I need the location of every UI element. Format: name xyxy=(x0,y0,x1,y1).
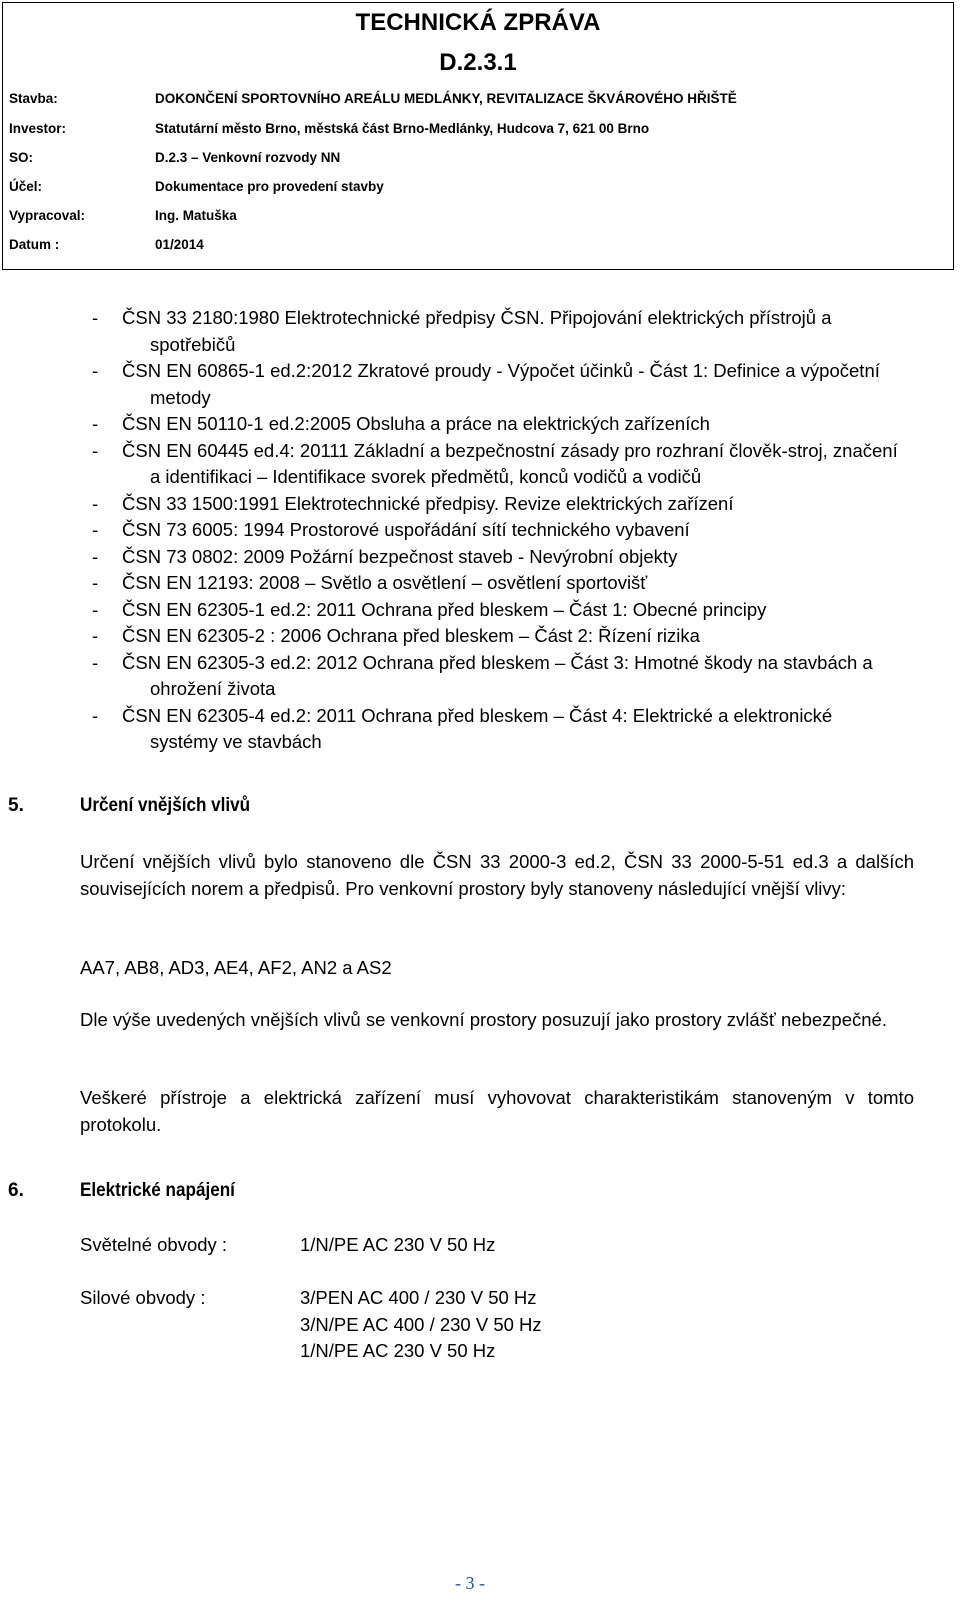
norm-text: ČSN 73 0802: 2009 Požární bezpečnost staveb - Nevýrobní objekty xyxy=(122,545,678,567)
supply-label: Silové obvody : xyxy=(80,1287,206,1308)
section-title: Elektrické napájení xyxy=(80,1180,235,1201)
meta-label: Investor: xyxy=(9,121,67,136)
norm-text: ČSN EN 62305-3 ed.2: 2012 Ochrana před bleskem – Část 3: Hmotné škody na stavbách a ohrožení života xyxy=(122,651,873,699)
document-title: TECHNICKÁ ZPRÁVA xyxy=(355,9,601,36)
norm-text: ČSN 73 6005: 1994 Prostorové uspořádání sítí technického vybavení xyxy=(122,519,690,540)
supply-value: 1/N/PE AC 230 V 50 Hz xyxy=(300,1234,496,1255)
list-item xyxy=(92,411,902,438)
meta-label: Účel: xyxy=(9,179,43,194)
list-dash: - xyxy=(92,360,99,381)
norm-text: ČSN EN 62305-2 : 2006 Ochrana před bleskem – Část 2: Řízení rizika xyxy=(122,625,700,646)
document-code: D.2.3.1 xyxy=(439,49,517,76)
meta-label: SO: xyxy=(9,150,34,165)
list-dash: - xyxy=(92,651,99,673)
list-dash: - xyxy=(92,572,99,593)
meta-value: D.2.3 – Venkovní rozvody NN xyxy=(155,150,341,165)
list-item xyxy=(92,517,902,544)
paragraph: Veškeré přístroje a elektrická zařízení musí vyhovovat charakteristikám stanoveným v tomto protokolu. xyxy=(80,1087,914,1135)
norm-text: ČSN EN 62305-1 ed.2: 2011 Ochrana před bleskem – Část 1: Obecné principy xyxy=(122,598,767,620)
paragraph: Dle výše uvedených vnějších vlivů se venkovní prostory posuzují jako prostory zvlášť nebezpečné. xyxy=(80,1009,887,1030)
list-item xyxy=(92,650,902,703)
list-item xyxy=(92,597,902,624)
section-title: Určení vnějších vlivů xyxy=(80,795,251,816)
norm-text: ČSN 33 2180:1980 Elektrotechnické předpisy ČSN. Připojování elektrických přístrojů a spotřebičů xyxy=(122,307,832,355)
meta-label: Datum : xyxy=(9,237,60,252)
list-item xyxy=(92,623,902,650)
norms-list xyxy=(92,305,902,756)
norm-text: ČSN EN 60445 ed.4: 20111 Základní a bezpečnostní zásady pro rozhraní člověk-stroj, značení a identifikaci – Identifikace svorek předmětů, konců vodičů a vodičů xyxy=(122,439,898,487)
meta-value: Dokumentace pro provedení stavby xyxy=(155,179,384,194)
list-item xyxy=(92,544,902,571)
list-dash: - xyxy=(92,545,99,567)
section-number: 5. xyxy=(8,795,24,816)
section-heading xyxy=(8,1180,252,1202)
list-item xyxy=(92,358,902,411)
list-dash: - xyxy=(92,598,99,620)
meta-label: Vypracoval: xyxy=(9,208,86,223)
meta-value: 01/2014 xyxy=(155,237,204,252)
list-dash: - xyxy=(92,307,99,328)
list-item xyxy=(92,570,902,597)
document-header xyxy=(2,2,954,270)
section-heading xyxy=(8,795,269,817)
norm-text: ČSN EN 62305-4 ed.2: 2011 Ochrana před bleskem – Část 4: Elektrické a elektronické systémy ve stavbách xyxy=(122,704,833,752)
page-number: - 3 - xyxy=(455,1573,485,1593)
list-dash: - xyxy=(92,492,99,514)
list-dash: - xyxy=(92,519,99,540)
list-item xyxy=(92,703,902,756)
supply-value: 3/N/PE AC 400 / 230 V 50 Hz xyxy=(300,1313,542,1335)
list-item xyxy=(92,491,902,518)
paragraph-influences: AA7, AB8, AD3, AE4, AF2, AN2 a AS2 xyxy=(80,957,392,978)
meta-value: Ing. Matuška xyxy=(155,208,237,223)
section-number: 6. xyxy=(8,1180,24,1201)
norm-text: ČSN EN 50110-1 ed.2:2005 Obsluha a práce na elektrických zařízeních xyxy=(122,413,710,434)
paragraph: Určení vnějších vlivů bylo stanoveno dle ČSN 33 2000-3 ed.2, ČSN 33 2000-5-51 ed.3 a dalších souvisejících norem a předpisů. Pro venkovní prostory byly stanoveny následující vnější vlivy: xyxy=(80,851,914,899)
meta-label: Stavba: xyxy=(9,91,58,106)
list-item xyxy=(92,438,902,491)
meta-value: DOKONČENÍ SPORTOVNÍHO AREÁLU MEDLÁNKY, REVITALIZACE ŠKVÁROVÉHO HŘIŠTĚ xyxy=(155,91,737,106)
list-item xyxy=(92,305,902,358)
supply-values xyxy=(300,1285,542,1365)
supply-label: Světelné obvody : xyxy=(80,1234,228,1255)
list-dash: - xyxy=(92,439,99,461)
supply-value: 3/PEN AC 400 / 230 V 50 Hz xyxy=(300,1287,537,1308)
supply-value: 1/N/PE AC 230 V 50 Hz xyxy=(300,1340,496,1361)
norm-text: ČSN EN 60865-1 ed.2:2012 Zkratové proudy - Výpočet účinků - Část 1: Definice a výpočetní metody xyxy=(122,360,880,408)
list-dash: - xyxy=(92,413,99,434)
list-dash: - xyxy=(92,625,99,646)
norm-text: ČSN EN 12193: 2008 – Světlo a osvětlení – osvětlení sportovišť xyxy=(122,572,648,593)
list-dash: - xyxy=(92,704,99,726)
norm-text: ČSN 33 1500:1991 Elektrotechnické předpisy. Revize elektrických zařízení xyxy=(122,492,734,514)
meta-value: Statutární město Brno, městská část Brno-Medlánky, Hudcova 7, 621 00 Brno xyxy=(155,121,650,136)
